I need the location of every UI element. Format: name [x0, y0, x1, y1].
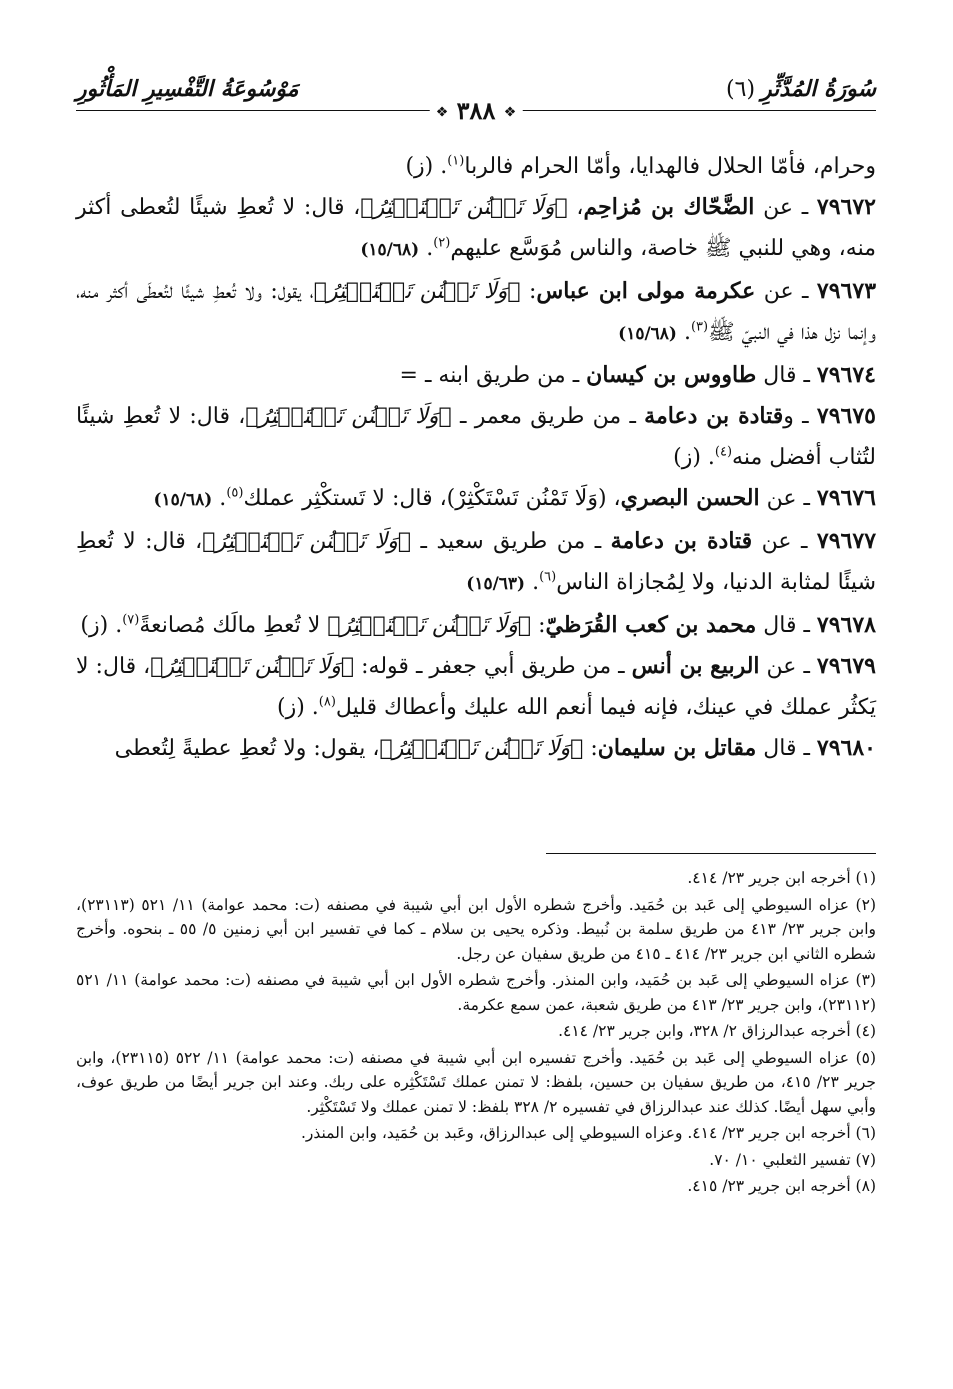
- narration-paragraph: [76, 605, 876, 646]
- narrator-name: محمد بن كعب القُرَظيّ: [545, 612, 757, 638]
- narration-text: :: [583, 736, 598, 761]
- narration-text: ، يقول: ولا تُعطِ عطيةً لِتُعطى: [114, 736, 380, 761]
- narration-paragraph: [76, 521, 876, 605]
- cross-reference: (١٥/٦٨): [360, 240, 420, 260]
- narration-text: .: [212, 486, 227, 511]
- narration-text: ، (وَلَا تَمْنُن تَسْتَكْثِرْ)، قال: لا تَستكْثِر عملك: [243, 486, 621, 511]
- cross-reference: (١٥/٦٣): [466, 574, 526, 594]
- narration-text: :: [531, 613, 546, 638]
- narration-text: . (ز): [80, 613, 123, 638]
- narration-text: ، قال: لا تُعطِ شيئًا لمثابة الدنيا، ولا لِمُجازاة الناس: [76, 529, 876, 595]
- cross-reference: (١٥/٦٨): [153, 490, 213, 510]
- narration-text: ـ عن: [755, 279, 817, 304]
- narration-paragraph: [76, 271, 876, 355]
- narration-text: ،: [567, 195, 584, 220]
- narration-text: ـ عن: [752, 529, 817, 554]
- surah-part: (٦): [726, 77, 756, 102]
- narration-text: ـ عن: [754, 195, 817, 220]
- narration-number: ٧٩٦٨٠: [816, 735, 876, 761]
- narration-number: ٧٩٦٧٨: [816, 612, 876, 638]
- surah-name: سُورَةُ المُدَّثِّرِ: [761, 76, 876, 102]
- narrator-name: الحسن البصري: [620, 485, 760, 511]
- narration-text: ـ قال: [756, 363, 817, 388]
- narration-text: ، قال: لا تُعطِ شيئًا لتُعطى أكثر منه، وهي للنبي ﷺ خاصة، والناس مُوَسَّع عليهم: [76, 195, 876, 261]
- footnote-item: (٤) أخرجه عبدالرزاق ٢/ ٣٢٨، وابن جرير ٢٣/ ٤١٤.: [558, 1022, 876, 1040]
- footnote-marker: (٢): [433, 235, 451, 251]
- narration-paragraph: [76, 396, 876, 478]
- footnote-marker: (٥): [226, 485, 244, 501]
- narration-text: ، قال: لا تُعطِ شيئًا لتُثاب أفضل منه: [76, 404, 876, 470]
- footnote-marker: (٨): [318, 694, 336, 710]
- footnote-marker: (٤): [714, 444, 733, 460]
- footnotes: [76, 866, 876, 1201]
- footnote-item: (٢) عزاه السيوطي إلى عَبد بن حُمَيد. وأخرج شطره الأول ابن أبي شيبة في مصنفه (ت: محمد عوامة) ١١/ ٥٢١ (٢٣١١٣)، وابن جرير ٢٣/ ٤١٣ من طريق سلمة بن نُبيط. وذكره يحيى بن سلام ـ كما في تفسير ابن أبي زمنين ٥/ ٥٥ ـ بنحوه. وأخرج شطره الثاني ابن جرير ٢٣/ ٤١٤ ـ ٤١٥ من طريق سفيان عن رجل.: [76, 895, 877, 963]
- ornament-right-icon: ❖: [503, 104, 517, 121]
- cross-reference: (١٥/٦٨): [618, 324, 677, 344]
- narration-number: ٧٩٦٧٧: [816, 528, 877, 554]
- narrator-name: قتادة بن دعامة: [644, 403, 784, 429]
- footnote-item: (٧) تفسير الثعلبي ١٠/ ٧٠.: [709, 1150, 876, 1169]
- narration-text: . (ز): [276, 695, 319, 720]
- narration-text: ـ من طريق ابنه ـ =: [399, 363, 587, 388]
- quran-verse: ﴿وَلَا تَمۡنُن تَسۡتَكۡثِرُ﴾: [379, 736, 584, 761]
- narration-paragraph: [76, 646, 876, 728]
- narrator-name: مقاتل بن سليمان: [597, 735, 757, 761]
- narration-number: ٧٩٦٧٥: [816, 403, 876, 429]
- narration-number: ٧٩٦٧٦: [816, 485, 876, 511]
- narration-text: ـ من طريق سعيد ـ: [411, 529, 611, 554]
- narration-text: ـ قال: [756, 613, 817, 638]
- narration-text: ـ عن: [759, 654, 817, 679]
- footnote-marker: (٣): [690, 319, 709, 335]
- narration-text: .: [676, 320, 691, 345]
- footnote-item: (٦) أخرجه ابن جرير ٢٣/ ٤١٤. وعزاه السيوطي إلى عبدالرزاق، وعَبد بن حُمَيد، وابن المنذر.: [300, 1124, 876, 1142]
- book-title: مَوْسُوعَةُ التَّفْسِيرِ المَأْثُورِ: [76, 76, 299, 102]
- narrator-name: طاووس بن كيسان: [586, 362, 757, 388]
- quran-verse: ﴿وَلَا تَمۡنُن تَسۡتَكۡثِرُ﴾: [245, 404, 452, 429]
- footnote-marker: (١): [447, 153, 465, 169]
- page-number-block: [430, 96, 523, 125]
- quran-verse: ﴿وَلَا تَمۡنُن تَسۡتَكۡثِرُ﴾: [313, 279, 521, 304]
- ornament-left-icon: ❖: [435, 104, 449, 121]
- narration-text: .: [419, 236, 434, 261]
- quran-verse: ﴿وَلَا تَمۡنُن تَسۡتَكۡثِرُ﴾: [360, 195, 568, 220]
- footnote-marker: (٦): [539, 569, 557, 585]
- quran-verse: ﴿وَلَا تَمۡنُن تَسۡتَكۡثِرُ﴾: [150, 654, 355, 679]
- footnote-item: (٣) عزاه السيوطي إلى عَبد بن حُمَيد، وابن المنذر. وأخرج شطره الأول ابن أبي شيبة في مصنفه (ت: محمد عوامة) ١١/ ٥٢١ (٢٣١١٢)، وابن جرير ٢٣/ ٤١٣ من طريق شعبة، عمن سمع عكرمة.: [76, 971, 876, 1014]
- narration-number: ٧٩٦٧٢: [816, 194, 876, 220]
- narration-paragraph: [76, 478, 876, 521]
- running-header: [76, 70, 876, 125]
- surah-heading: [726, 76, 876, 102]
- narrator-name: قتادة بن دعامة: [610, 528, 753, 554]
- footnote-item: (٨) أخرجه ابن جرير ٢٣/ ٤١٥.: [687, 1177, 876, 1195]
- narration-text: . (ز): [673, 445, 715, 470]
- narration-number: ٧٩٦٧٣: [816, 278, 877, 304]
- narration-text: . (ز): [405, 154, 448, 179]
- narration-number: ٧٩٦٧٩: [816, 653, 876, 679]
- narration-text: ـ من طريق أبي جعفر ـ قوله:: [354, 654, 632, 679]
- narration-text: ـ قال: [756, 736, 817, 761]
- footnote-item: (١) أخرجه ابن جرير ٢٣/ ٤١٤.: [687, 869, 876, 887]
- narration-text: لا تُعطِ مالَك مُصانعةً: [139, 613, 328, 638]
- narration-text: :: [520, 279, 537, 304]
- footnote-separator: [546, 853, 876, 854]
- narration-text: ـ و: [783, 404, 817, 429]
- quran-verse: ﴿وَلَا تَمۡنُن تَسۡتَكۡثِرُ﴾: [327, 613, 532, 638]
- narration-paragraph: [76, 728, 876, 769]
- narration-text: ـ من طريق معمر ـ: [451, 404, 645, 429]
- page-number: ٣٨٨: [456, 96, 496, 125]
- narration-number: ٧٩٦٧٤: [816, 362, 876, 388]
- narrator-name: الربيع بن أنس: [631, 653, 760, 679]
- narration-paragraph: [76, 187, 876, 271]
- narrator-name: الضَّحّاك بن مُزاحِم: [583, 194, 755, 220]
- narration-paragraph: [76, 146, 876, 187]
- narration-text: .: [525, 570, 540, 595]
- footnote-marker: (٧): [122, 612, 140, 628]
- narration-text: وحرام، فأمّا الحلال فالهدايا، وأمّا الحرام فالربا: [464, 154, 876, 179]
- footnote-item: (٥) عزاه السيوطي إلى عَبد بن حُمَيد. وأخرج تفسيره ابن أبي شيبة في مصنفه (ت: محمد عوامة) ١١/ ٥٢٢ (٢٣١١٥)، وابن جرير ٢٣/ ٤١٥، من طريق سفيان بن حسين، بلفظ: لا تمنن عملك تَسْتَكْثِره على ربك. وعند ابن جرير أيضًا من طريق عوف، وأبي سهل أيضًا. كذلك عند عبدالرزاق في تفسيره ٢/ ٣٢٨ بلفظ: لا تمنن عملك ولا تَسْتَكْثِر.: [76, 1048, 877, 1116]
- narration-text: ، قال: لا يَكثُر عملك في عينك، فإنه فيما أنعم الله عليك وأعطاك قليل: [76, 654, 876, 720]
- quran-verse: ﴿وَلَا تَمۡنُن تَسۡتَكۡثِرُ﴾: [202, 529, 412, 554]
- narration-paragraph: [76, 355, 876, 396]
- body-text: [76, 146, 876, 769]
- narration-text: ، يقول: ولا تُعطِ شيئًا لتُعطَى أكثر منه، وإنما نزل هذا في النبيّ ﷺ: [76, 279, 876, 345]
- narration-text: ـ عن: [759, 486, 817, 511]
- narrator-name: عكرمة مولى ابن عباس: [536, 278, 756, 304]
